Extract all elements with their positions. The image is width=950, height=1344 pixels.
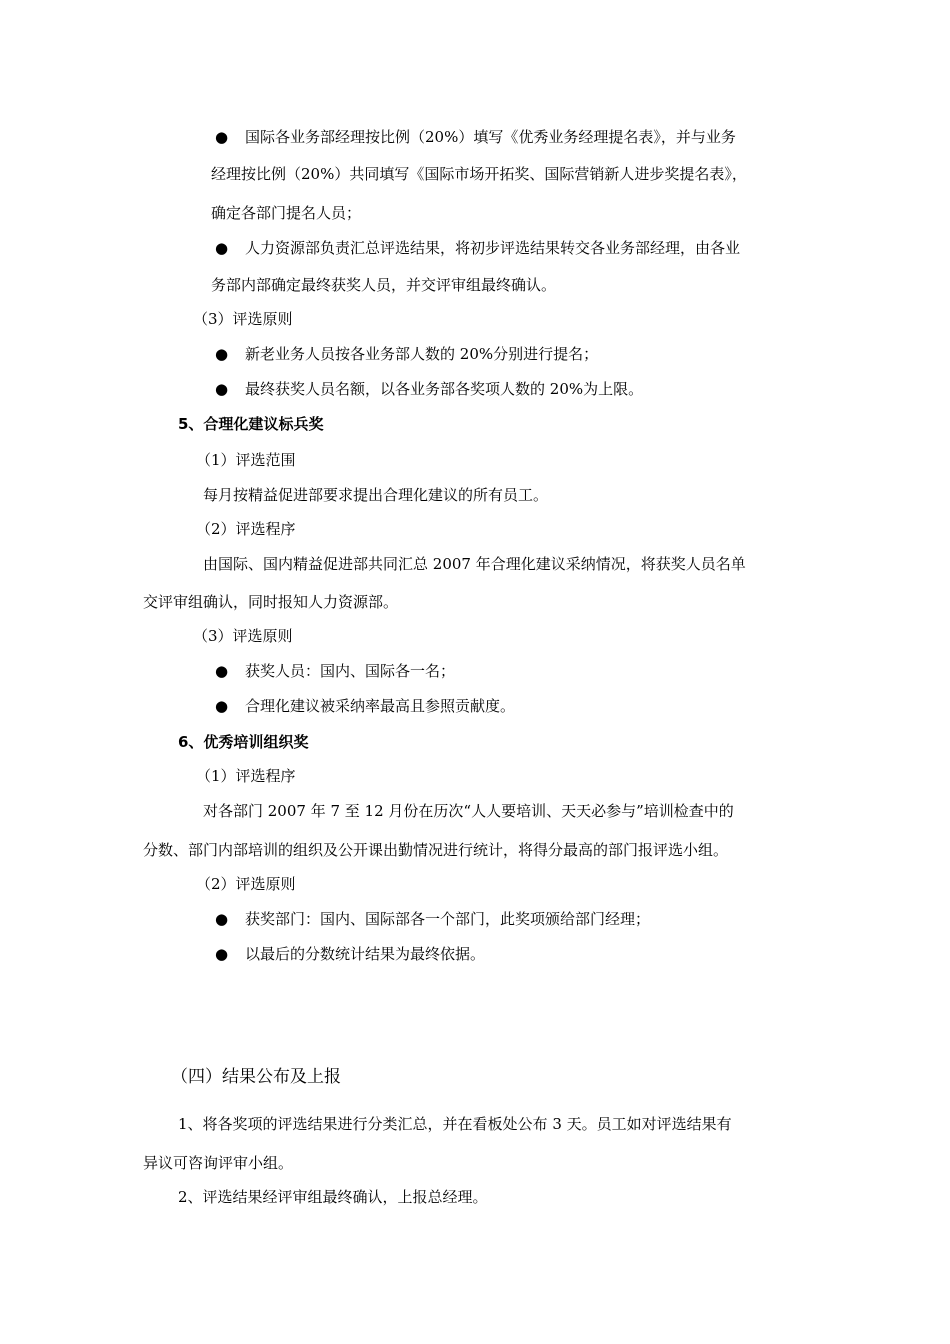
principle-item: 以最后的分数统计结果为最终依据。 xyxy=(245,945,486,963)
bullet-icon: ● xyxy=(215,239,229,257)
procedure-line2: 交评审组确认，同时报知人力资源部。 xyxy=(143,593,399,611)
principle-item: 新老业务人员按各业务部人数的 20%分别进行提名； xyxy=(245,345,599,363)
procedure-heading: （2）评选程序 xyxy=(196,520,296,538)
scope-text: 每月按精益促进部要求提出合理化建议的所有员工。 xyxy=(203,486,549,504)
bullet-icon: ● xyxy=(215,697,229,715)
bullet-b-line2: 务部内部确定最终获奖人员，并交评审组最终确认。 xyxy=(211,276,557,294)
award6-title: 6、优秀培训组织奖 xyxy=(178,733,309,751)
principle-heading: （3）评选原则 xyxy=(193,627,293,645)
award5-title: 5、合理化建议标兵奖 xyxy=(178,415,324,433)
bullet-b-line1: 人力资源部负责汇总评选结果，将初步评选结果转交各业务部经理，由各业 xyxy=(245,239,741,257)
bullet-a-line3: 确定各部门提名人员； xyxy=(211,204,362,222)
bullet-a-line2: 经理按比例（20%）共同填写《国际市场开拓奖、国际营销新人进步奖提名表》， xyxy=(211,165,747,183)
principle-item: 获奖部门：国内、国际部各一个部门，此奖项颁给部门经理； xyxy=(245,910,651,928)
bullet-icon: ● xyxy=(215,662,229,680)
procedure-line1: 对各部门 2007 年 7 至 12 月份在历次“人人要培训、天天必参与”培训检查中的 xyxy=(203,802,734,820)
principle-heading: （3）评选原则 xyxy=(193,310,293,328)
bullet-icon: ● xyxy=(215,380,229,398)
bullet-icon: ● xyxy=(215,345,229,363)
principle-item: 合理化建议被采纳率最高且参照贡献度。 xyxy=(245,697,516,715)
results-heading: （四）结果公布及上报 xyxy=(171,1067,341,1087)
bullet-icon: ● xyxy=(215,128,229,146)
bullet-icon: ● xyxy=(215,945,229,963)
bullet-a-line1: 国际各业务部经理按比例（20%）填写《优秀业务经理提名表》，并与业务 xyxy=(245,128,736,146)
principle-heading: （2）评选原则 xyxy=(196,875,296,893)
results-item1-line1: 1、将各奖项的评选结果进行分类汇总，并在看板处公布 3 天。员工如对评选结果有 xyxy=(178,1115,732,1133)
bullet-icon: ● xyxy=(215,910,229,928)
procedure-line2: 分数、部门内部培训的组织及公开课出勤情况进行统计，将得分最高的部门报评选小组。 xyxy=(143,841,729,859)
procedure-line1: 由国际、国内精益促进部共同汇总 2007 年合理化建议采纳情况，将获奖人员名单 xyxy=(203,555,746,573)
results-item1-line2: 异议可咨询评审小组。 xyxy=(143,1154,294,1172)
principle-item: 获奖人员：国内、国际各一名； xyxy=(245,662,456,680)
principle-item: 最终获奖人员名额，以各业务部各奖项人数的 20%为上限。 xyxy=(245,380,644,398)
results-item2: 2、评选结果经评审组最终确认，上报总经理。 xyxy=(178,1188,488,1206)
procedure-heading: （1）评选程序 xyxy=(196,767,296,785)
scope-heading: （1）评选范围 xyxy=(196,451,296,469)
